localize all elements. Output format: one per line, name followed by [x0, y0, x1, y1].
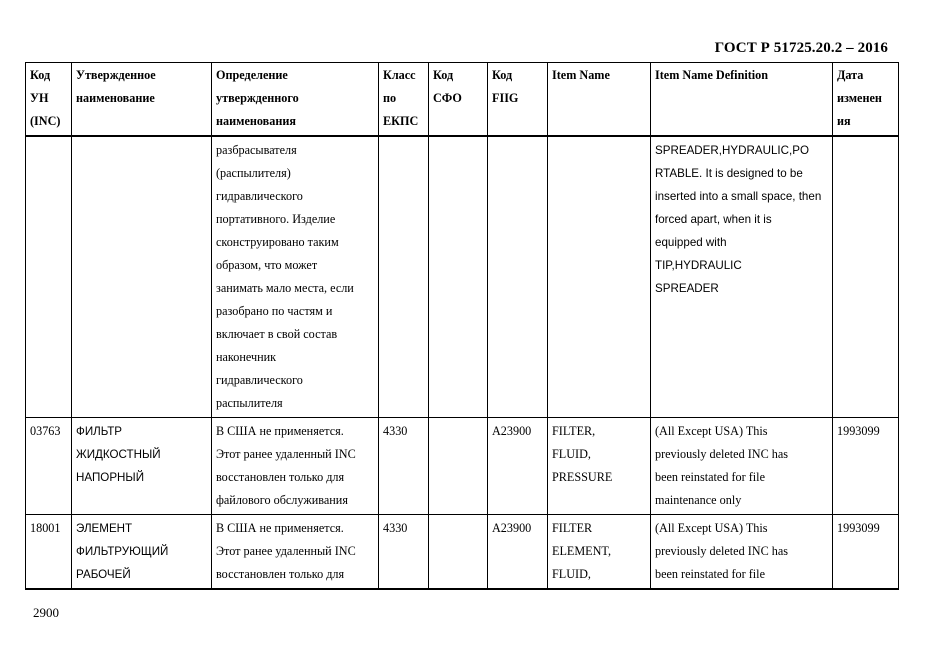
cell-text-line: A23900 [492, 423, 532, 438]
cell-text-line: FIIG [492, 91, 519, 105]
cell-approved-name [72, 417, 212, 514]
table-row [26, 417, 899, 514]
cell-text-line: УН [30, 91, 49, 105]
cell-item-definition [651, 417, 833, 514]
cell-text-line: been reinstated for file [655, 469, 765, 484]
cell-text-line: RTABLE. It is designed to be [655, 166, 803, 180]
cell-inc [26, 417, 72, 514]
cell-item-name [548, 417, 651, 514]
cell-text-line: ФИЛЬТР [76, 424, 123, 438]
cell-item-name [548, 514, 651, 589]
cell-text-line: forced apart, when it is [655, 212, 772, 226]
cell-definition [212, 136, 379, 418]
cell-text-line: ЭЛЕМЕНТ [76, 521, 133, 535]
cell-text-line: 4330 [383, 423, 408, 438]
cell-text-line: (распылителя) [216, 165, 291, 180]
cell-class [379, 136, 429, 418]
cell-text-line: разобрано по частям и [216, 303, 333, 318]
cell-text-line: Утвержденное [76, 68, 156, 82]
cell-text-line: ELEMENT, [552, 543, 612, 558]
cell-text-line: файлового обслуживания [216, 492, 348, 507]
cell-text-line: 1993099 [837, 520, 880, 535]
cell-text-line: FILTER [552, 520, 593, 535]
col-header-date [833, 63, 899, 136]
cell-text-line: Код [433, 68, 454, 82]
cell-item-definition [651, 514, 833, 589]
cell-date [833, 136, 899, 418]
cell-text-line: сконструировано таким [216, 234, 339, 249]
cell-text-line: maintenance only [655, 492, 742, 507]
cell-fiig [488, 514, 548, 589]
cell-text-line: previously deleted INC has [655, 446, 789, 461]
cell-text-line: 03763 [30, 423, 61, 438]
cell-text-line: Item Name [552, 68, 610, 82]
cell-class [379, 514, 429, 589]
table-row [26, 514, 899, 589]
table-header-row [26, 63, 899, 136]
cell-text-line: FLUID, [552, 446, 591, 461]
cell-text-line: Дата [837, 68, 864, 82]
cell-inc [26, 136, 72, 418]
cell-text-line: В США не применяется. [216, 423, 344, 438]
cell-text-line: PRESSURE [552, 469, 613, 484]
cell-text-line: Код [30, 68, 51, 82]
cell-text-line: (All Except USA) This [655, 520, 768, 535]
cell-text-line: 4330 [383, 520, 408, 535]
cell-text-line: (All Except USA) This [655, 423, 768, 438]
cell-class [379, 417, 429, 514]
cell-sfo [429, 514, 488, 589]
cell-text-line: Класс [383, 68, 416, 82]
cell-text-line: портативного. Изделие [216, 211, 336, 226]
cell-text-line: по [383, 91, 397, 105]
cell-text-line: занимать мало места, если [216, 280, 354, 295]
cell-text-line: наименования [216, 114, 296, 128]
document-standard-header: ГОСТ Р 51725.20.2 – 2016 [714, 40, 888, 56]
cell-sfo [429, 136, 488, 418]
cell-text-line: В США не применяется. [216, 520, 344, 535]
cell-text-line: восстановлен только для [216, 469, 345, 484]
cell-text-line: распылителя [216, 395, 283, 410]
cell-date [833, 417, 899, 514]
cell-text-line: previously deleted INC has [655, 543, 789, 558]
cell-text-line: СФО [433, 91, 462, 105]
cell-item-name [548, 136, 651, 418]
col-header-item-definition [651, 63, 833, 136]
cell-definition [212, 417, 379, 514]
cell-text-line: Определение [216, 68, 288, 82]
cell-text-line: наконечник [216, 349, 277, 364]
col-header-approved-name [72, 63, 212, 136]
cell-text-line: образом, что может [216, 257, 318, 272]
cell-text-line: Этот ранее удаленный INC [216, 543, 356, 558]
classification-table [25, 62, 899, 590]
col-header-sfo [429, 63, 488, 136]
cell-text-line: inserted into a small space, then [655, 189, 822, 203]
cell-text-line: наименование [76, 91, 155, 105]
cell-fiig [488, 417, 548, 514]
cell-text-line: ЕКПС [383, 114, 419, 128]
cell-text-line: been reinstated for file [655, 566, 765, 581]
col-header-item-name [548, 63, 651, 136]
cell-text-line: ия [837, 114, 851, 128]
cell-text-line: equipped with [655, 235, 727, 249]
cell-text-line: восстановлен только для [216, 566, 345, 581]
cell-inc [26, 514, 72, 589]
cell-date [833, 514, 899, 589]
cell-text-line: разбрасывателя [216, 142, 297, 157]
cell-text-line: 18001 [30, 520, 61, 535]
cell-text-line: (INC) [30, 114, 61, 128]
col-header-definition [212, 63, 379, 136]
cell-text-line: Код [492, 68, 513, 82]
page-number: 2900 [33, 605, 59, 620]
table-row [26, 136, 899, 418]
cell-fiig [488, 136, 548, 418]
cell-text-line: TIP,HYDRAULIC [655, 258, 742, 272]
cell-text-line: FILTER, [552, 423, 596, 438]
cell-sfo [429, 417, 488, 514]
cell-approved-name [72, 136, 212, 418]
cell-text-line: ФИЛЬТРУЮЩИЙ [76, 544, 169, 558]
cell-text-line: РАБОЧЕЙ [76, 567, 131, 581]
cell-text-line: Этот ранее удаленный INC [216, 446, 356, 461]
col-header-inc [26, 63, 72, 136]
cell-text-line: SPREADER,HYDRAULIC,PO [655, 143, 809, 157]
cell-text-line: гидравлического [216, 188, 303, 203]
cell-text-line: A23900 [492, 520, 532, 535]
cell-text-line: изменен [837, 91, 882, 105]
cell-text-line: ЖИДКОСТНЫЙ [76, 447, 161, 461]
cell-text-line: гидравлического [216, 372, 303, 387]
cell-text-line: SPREADER [655, 281, 719, 295]
cell-approved-name [72, 514, 212, 589]
cell-text-line: FLUID, [552, 566, 591, 581]
cell-text-line: Item Name Definition [655, 68, 769, 82]
cell-text-line: 1993099 [837, 423, 880, 438]
cell-text-line: утвержденного [216, 91, 299, 105]
cell-text-line: включает в свой состав [216, 326, 338, 341]
cell-definition [212, 514, 379, 589]
cell-item-definition [651, 136, 833, 418]
cell-text-line: НАПОРНЫЙ [76, 470, 145, 484]
col-header-fiig [488, 63, 548, 136]
col-header-class [379, 63, 429, 136]
